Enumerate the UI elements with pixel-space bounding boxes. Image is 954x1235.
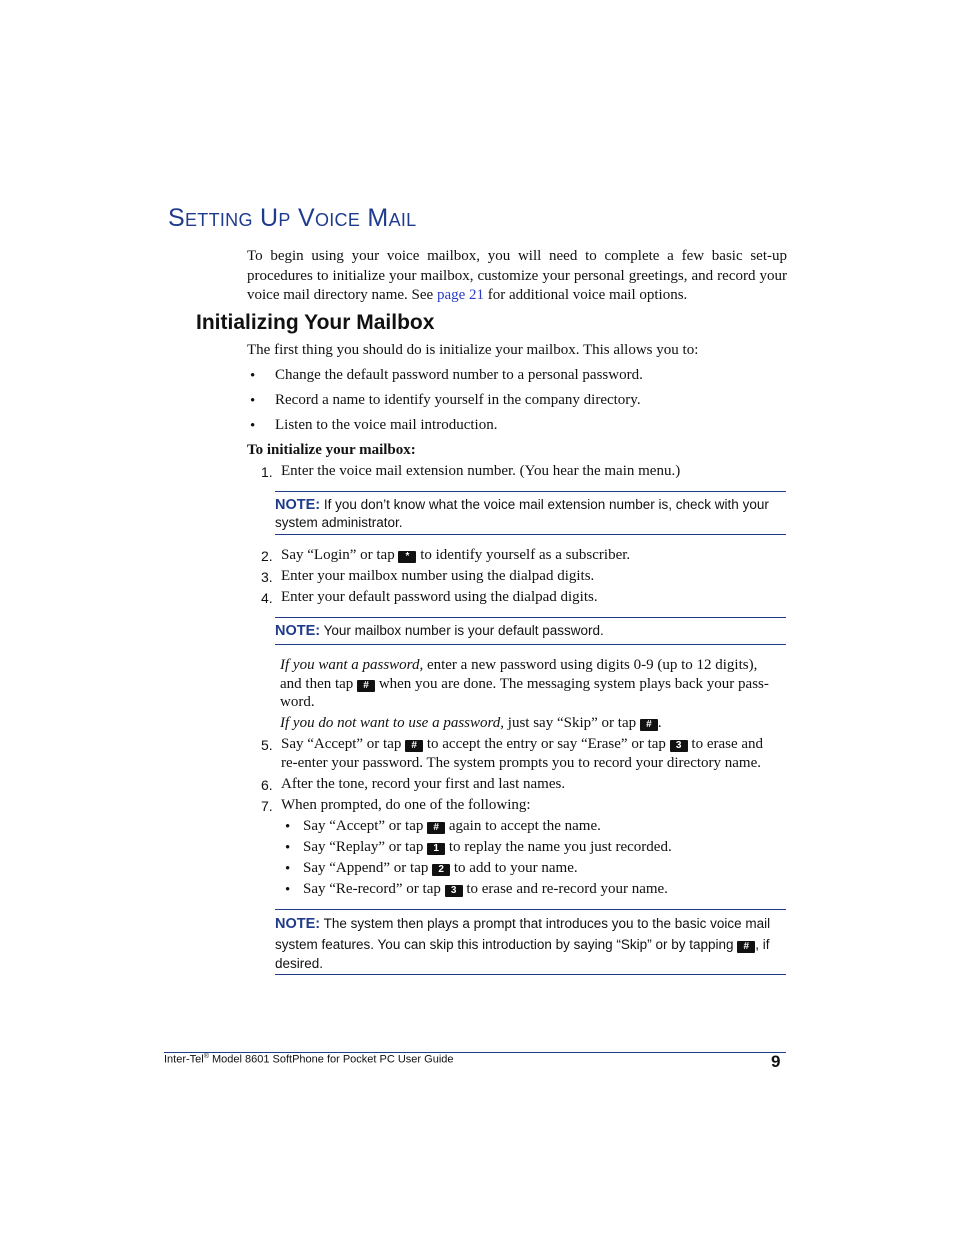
title-small: AIL [388,210,417,230]
intro-text-end: for additional voice mail options. [484,287,688,303]
procedure-heading: To initialize your mailbox: [247,442,416,458]
note-label: NOTE: [275,916,321,932]
footer-text: Inter-Tel® Model 8601 SoftPhone for Pocket PC User Guide [164,1053,454,1066]
two-key: 2 [432,864,450,876]
note-label: NOTE: [275,497,321,513]
bullet-item: • Listen to the voice mail introduction. [250,417,498,434]
intro-paragraph [247,247,787,306]
pound-key: # [357,680,375,692]
bullet-item: • Record a name to identify yourself in the company directory. [250,392,641,409]
note-box: NOTE: The system then plays a prompt that introduces you to the basic voice mail system features. You can skip this introduction by saying “Skip” or by tapping # , if desired. [275,909,786,975]
password-line-1: If you want a password, enter a new password using digits 0-9 (up to 12 digits), [280,657,758,673]
bullet-item: • Change the default password number to a personal password. [250,367,643,384]
title-cap: M [367,204,389,232]
pound-key: # [405,740,423,752]
note-box: NOTE: If you don’t know what the voice mail extension number is, check with your system administrator. [275,491,786,535]
title-small: P [278,210,291,230]
three-key: 3 [670,740,688,752]
note-label: NOTE: [275,623,321,639]
title-cap: V [297,204,315,232]
star-key: * [398,551,416,563]
section-title [168,204,416,233]
page-21-link[interactable]: page 21 [436,287,485,303]
three-key: 3 [445,885,463,897]
password-line-2: and then tap # when you are done. The messaging system plays back your pass- [280,676,769,692]
page-number: 9 [771,1052,781,1071]
lead-text: The first thing you should do is initialize your mailbox. This allows you to: [247,342,699,358]
title-small: OICE [314,210,361,230]
subheading: Initializing Your Mailbox [196,311,435,334]
title-cap: U [260,204,279,232]
password-line-3: word. [280,694,315,710]
intro-text: To begin using your voice mailbox, you will need to complete a few basic set-up procedures to initialize your mailbox, customize your personal greetings, and record your voice mail directory name. See [247,248,787,303]
sub-bullet-item: • Say “Append” or tap 2 to add to your name. [285,860,578,877]
note-box: NOTE: Your mailbox number is your default password. [275,617,786,645]
one-key: 1 [427,843,445,855]
pound-key: # [737,941,755,953]
sub-bullet-item: • Say “Accept” or tap # again to accept the name. [285,818,601,835]
sub-bullet-item: • Say “Replay” or tap 1 to replay the name you just recorded. [285,839,672,856]
password-skip-line: If you do not want to use a password, just say “Skip” or tap # . [280,715,662,731]
pound-key: # [640,719,658,731]
title-small: ETTING [184,210,253,230]
title-cap: S [168,204,185,232]
sub-bullet-item: • Say “Re-record” or tap 3 to erase and re-record your name. [285,881,668,898]
pound-key: # [427,822,445,834]
